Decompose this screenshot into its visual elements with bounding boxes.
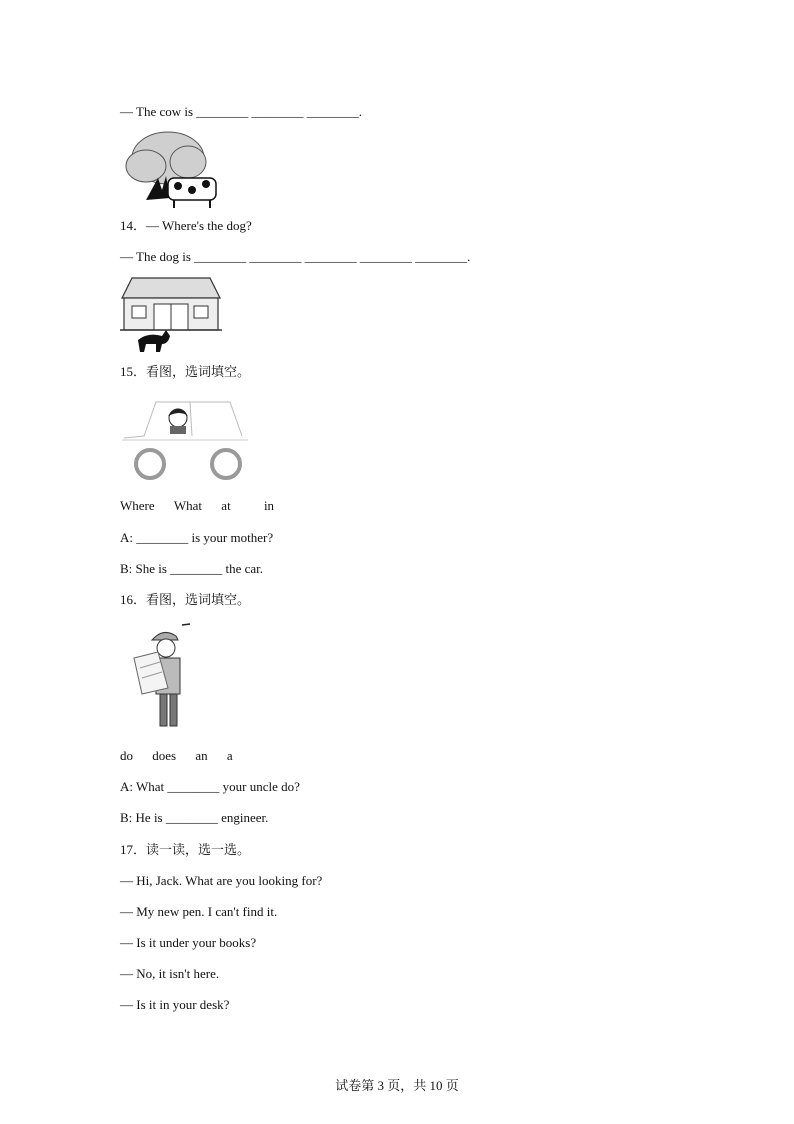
engineer-illustration bbox=[128, 622, 200, 732]
cow-answer-line: — The cow is ________ ________ ________. bbox=[120, 104, 363, 119]
dialogue-line: — Hi, Jack. What are you looking for? bbox=[120, 873, 323, 888]
dialogue-line: — No, it isn't here. bbox=[120, 966, 220, 981]
word-option: do bbox=[120, 748, 133, 763]
q16-line-b: B: He is ________ engineer. bbox=[120, 810, 269, 825]
q15-line-b: B: She is ________ the car. bbox=[120, 561, 263, 576]
question-14: 14．— Where's the dog? bbox=[120, 218, 252, 233]
word-option: What bbox=[173, 498, 203, 513]
word-option: Where bbox=[120, 498, 155, 513]
mother-in-car-illustration bbox=[120, 396, 250, 486]
question-17: 17．读一读，选一选。 bbox=[120, 842, 251, 857]
dialogue-line: — Is it in your desk? bbox=[120, 997, 230, 1012]
word-option: a bbox=[226, 748, 233, 763]
cow-tree-illustration bbox=[118, 128, 222, 210]
q15-word-bank bbox=[120, 498, 290, 514]
question-16: 16．看图，选词填空。 bbox=[120, 592, 251, 607]
dog-answer-line: — The dog is ________ ________ ________ ________ ________. bbox=[120, 249, 471, 264]
house-dog-illustration bbox=[118, 274, 224, 356]
question-15: 15．看图，选词填空。 bbox=[120, 364, 251, 379]
word-option: an bbox=[195, 748, 208, 763]
dialogue-line: — Is it under your books? bbox=[120, 935, 257, 950]
word-option: does bbox=[152, 748, 177, 763]
word-option: in bbox=[263, 498, 275, 513]
q16-line-a: A: What ________ your uncle do? bbox=[120, 779, 300, 794]
page-footer: 试卷第 3 页，共 10 页 bbox=[335, 1078, 459, 1093]
dialogue-line: — My new pen. I can't find it. bbox=[120, 904, 278, 919]
word-option: at bbox=[221, 498, 231, 513]
q15-line-a: A: ________ is your mother? bbox=[120, 530, 274, 545]
q16-word-bank bbox=[120, 748, 249, 764]
